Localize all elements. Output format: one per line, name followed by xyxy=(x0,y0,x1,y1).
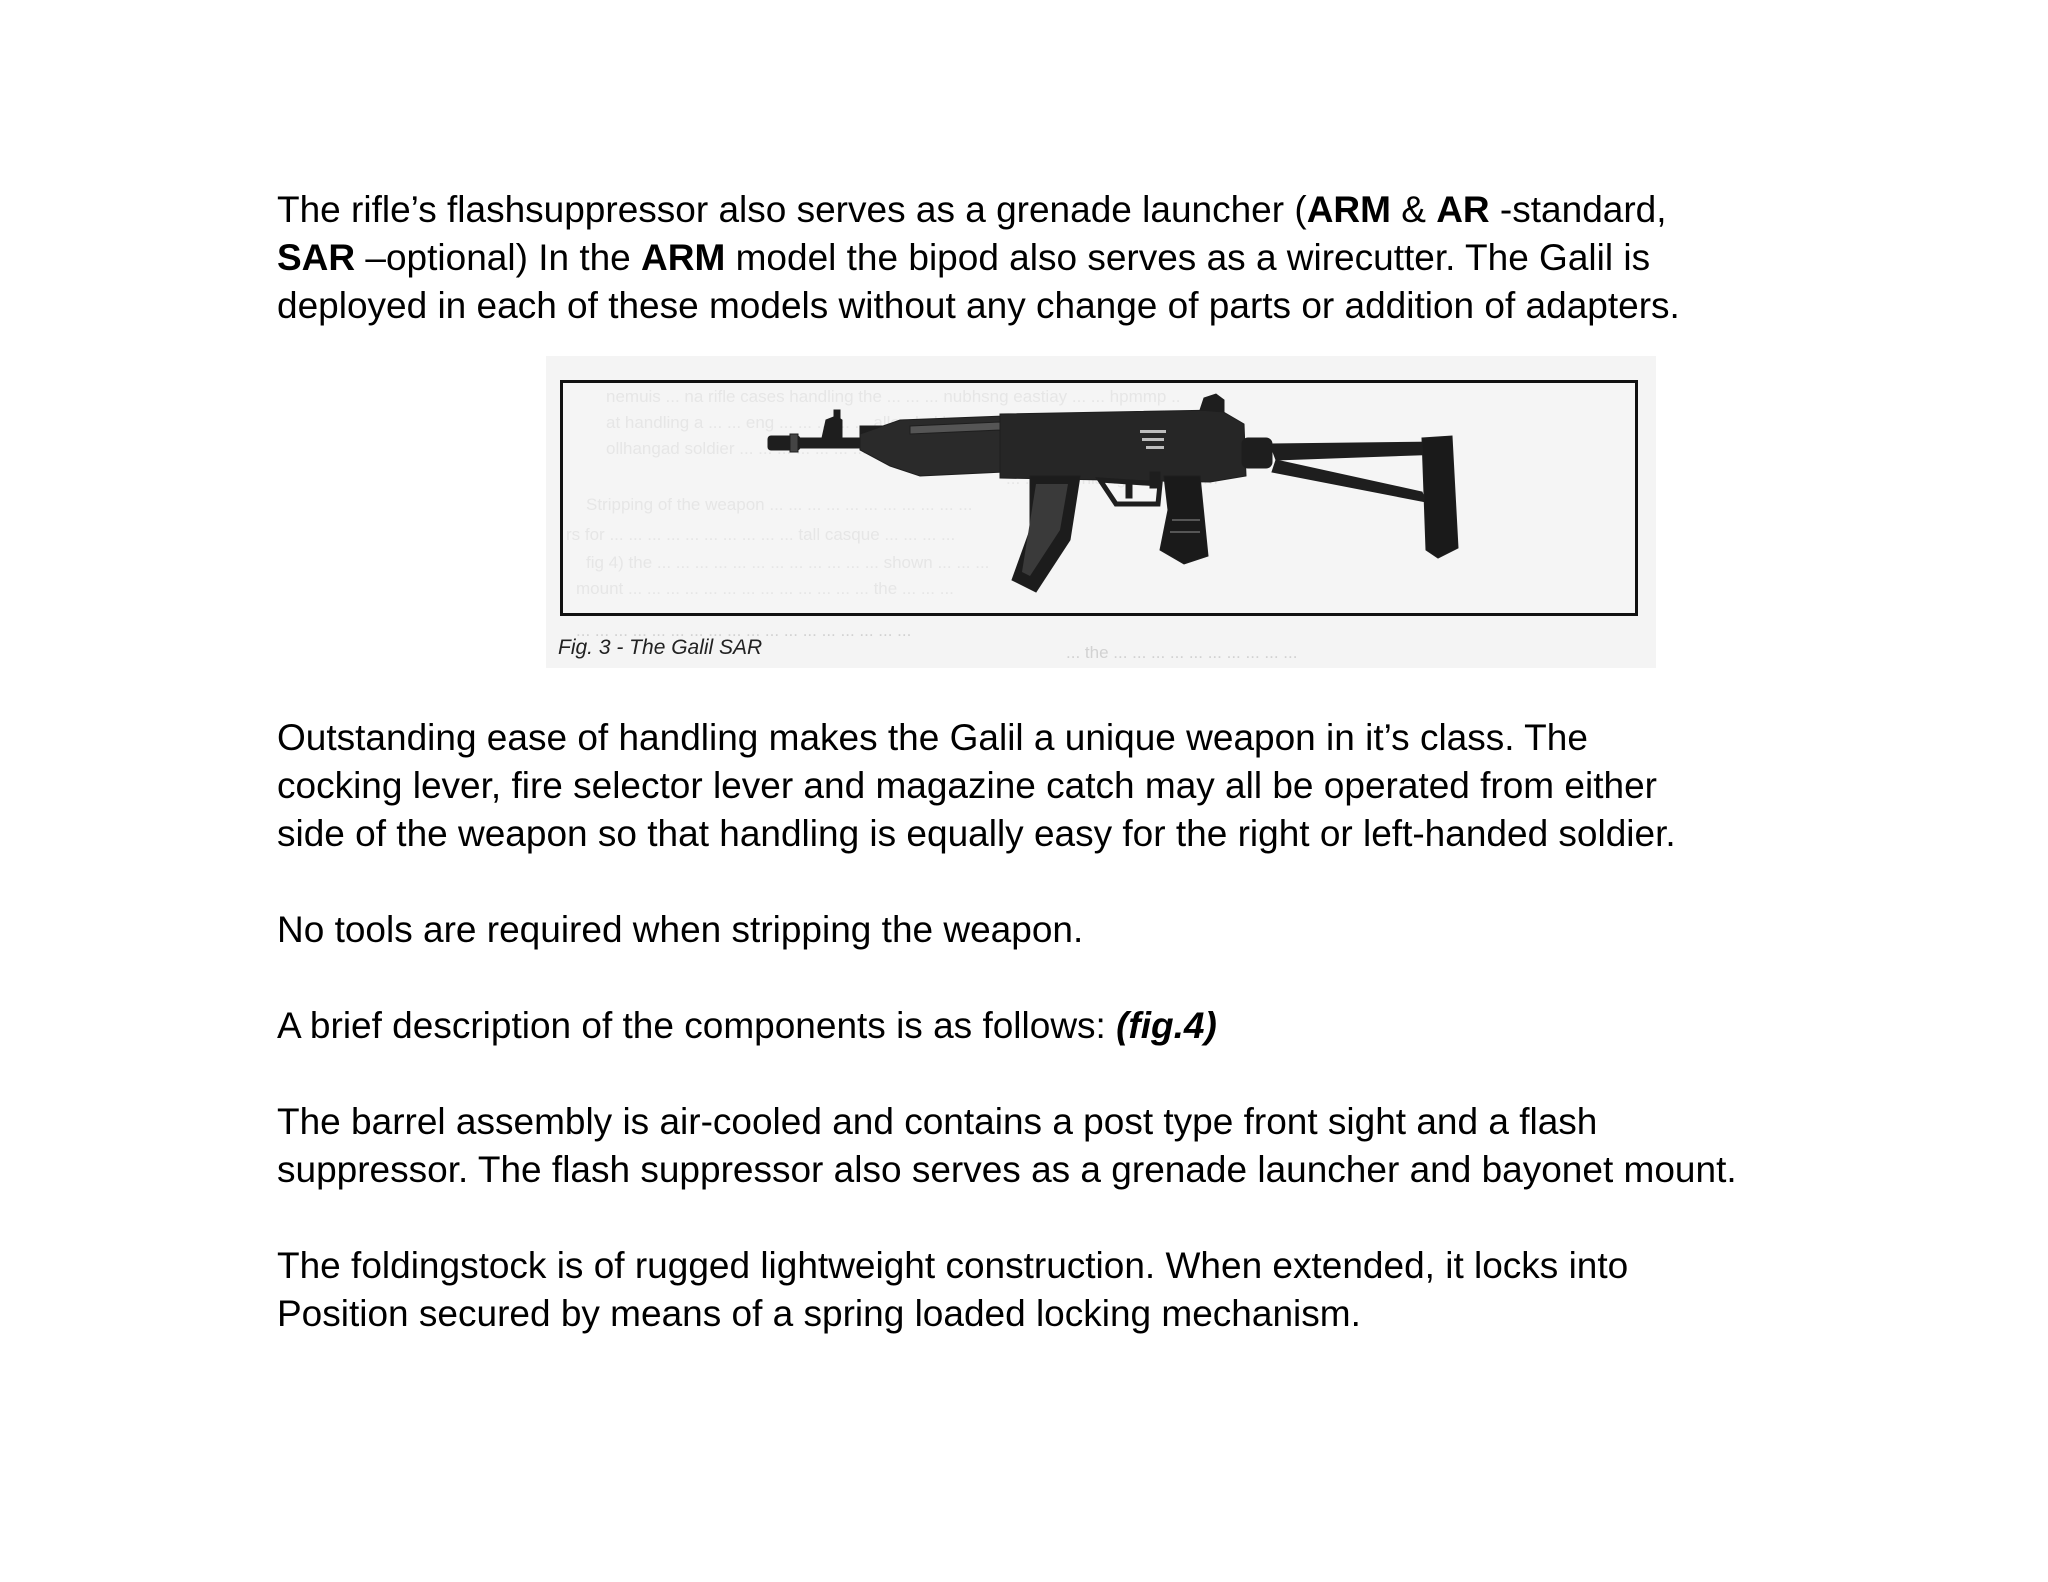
paragraph-line: The foldingstock is of rugged lightweight construction. When extended, it locks into xyxy=(277,1245,1629,1286)
paragraph-line: A brief description of the components is as follows: (fig.4) xyxy=(277,1005,1217,1046)
rear-sight xyxy=(1200,394,1224,412)
paragraph-line: Outstanding ease of handling makes the Galil a unique weapon in it’s class. The xyxy=(277,717,1588,758)
figure-reference: (fig.4) xyxy=(1116,1005,1217,1046)
model-arm: ARM xyxy=(1306,189,1391,230)
front-sight xyxy=(822,416,842,438)
stock-hinge xyxy=(1242,438,1272,468)
paragraph-flashsuppressor xyxy=(277,186,1957,330)
folding-stock xyxy=(1270,442,1444,460)
paragraph-line: deployed in each of these models without any change of parts or addition of adapters. xyxy=(277,285,1680,326)
paragraph-line: SAR –optional) In the ARM model the bipod also serves as a wirecutter. The Galil is xyxy=(277,237,1651,278)
paragraph-components-intro xyxy=(277,1002,1957,1050)
paragraph-stripping xyxy=(277,906,1957,954)
model-arm: ARM xyxy=(641,237,726,278)
model-ar: AR xyxy=(1436,189,1490,230)
paragraph-line: The barrel assembly is air-cooled and contains a post type front sight and a flash xyxy=(277,1101,1598,1142)
paragraph-line: The rifle’s flashsuppressor also serves as a grenade launcher (ARM & AR -standard, xyxy=(277,189,1667,230)
paragraph-barrel-assembly xyxy=(277,1098,1957,1194)
figure-caption: Fig. 3 - The Galil SAR xyxy=(558,636,763,659)
paragraph-line: suppressor. The flash suppressor also serves as a grenade launcher and bayonet mount. xyxy=(277,1149,1737,1190)
model-sar: SAR xyxy=(277,237,356,278)
rifle-illustration xyxy=(560,380,1638,616)
butt-plate xyxy=(1422,436,1458,558)
paragraph-line: No tools are required when stripping the weapon. xyxy=(277,909,1084,950)
paragraph-line: side of the weapon so that handling is equally easy for the right or left-handed soldier. xyxy=(277,813,1676,854)
barrel xyxy=(798,438,868,448)
receiver xyxy=(1000,410,1246,482)
figure-galil-sar: ... ... ... ... ... ... ... ... ... ... ... ... ... ... ... ... ... ... ... the ... ... ... ... ... ... ... ... ... ... Fig. 3 - The Galil SAR xyxy=(546,356,1656,668)
trigger xyxy=(1126,482,1132,498)
paragraph-foldingstock xyxy=(277,1242,1957,1338)
paragraph-line: cocking lever, fire selector lever and magazine catch may all be operated from either xyxy=(277,765,1657,806)
paragraph-handling xyxy=(277,714,1957,858)
paragraph-line: Position secured by means of a spring loaded locking mechanism. xyxy=(277,1293,1361,1334)
